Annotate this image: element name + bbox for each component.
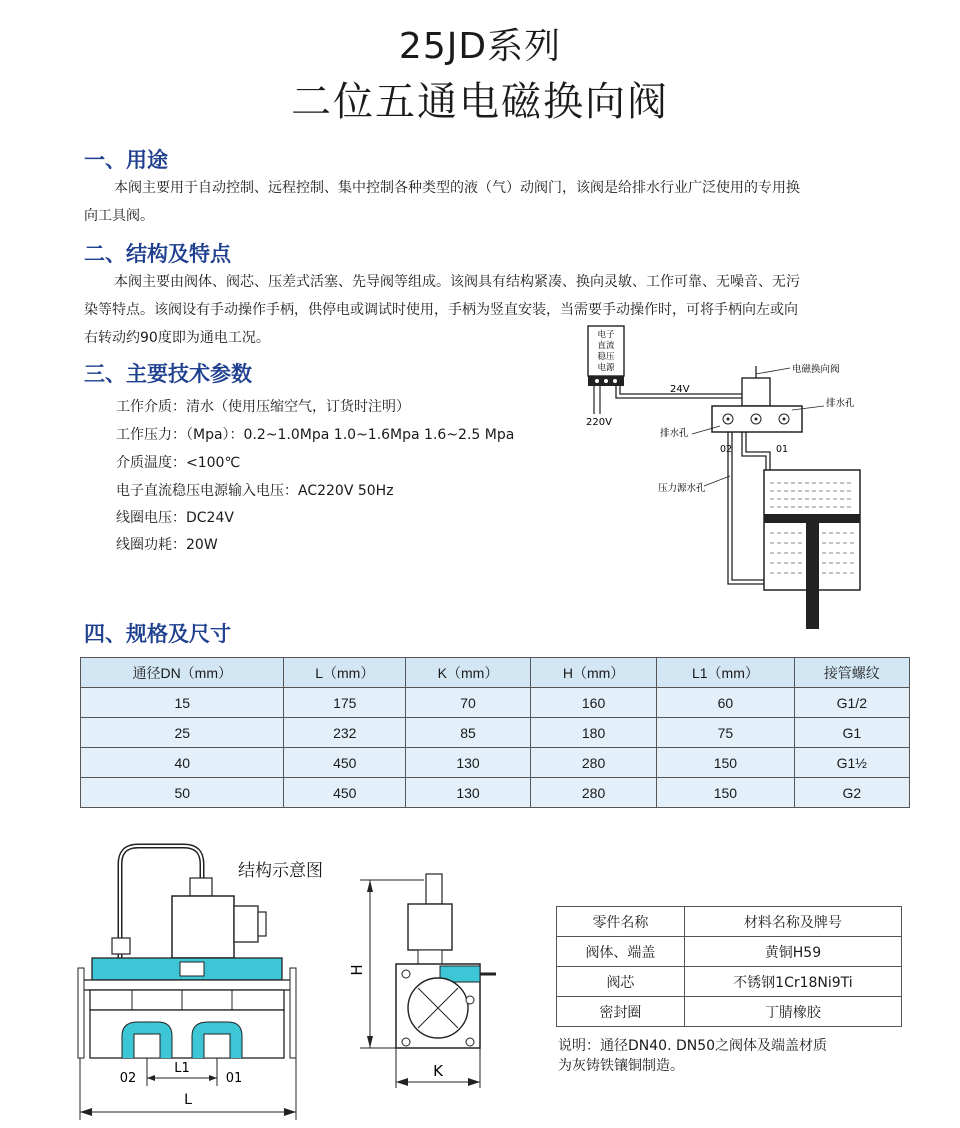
materials-note [558, 1036, 918, 1076]
structure-figure-label: 结构示意图 [238, 861, 323, 881]
cell: 50 [81, 778, 284, 808]
materials-table [556, 906, 902, 1027]
cell: 450 [284, 778, 406, 808]
label-pressure-port: 压力源水孔 [658, 483, 706, 494]
cell: 黄铜H59 [684, 937, 901, 967]
note-line2: 为灰铸铁镶铜制造。 [558, 1058, 684, 1074]
label-port-01: 01 [776, 444, 789, 455]
cell: 40 [81, 748, 284, 778]
param-medium: 工作介质：清水（使用压缩空气，订货时注明） [116, 399, 410, 415]
cell: 阀芯 [557, 967, 685, 997]
col-l1: L1（mm） [657, 658, 794, 688]
structure-line1: 本阀主要由阀体、阀芯、压差式活塞、先导阀等组成。该阀具有结构紧凑、换向灵敏、工作可靠、无噪音、无污 [114, 274, 800, 290]
heading-usage: 一、用途 [84, 148, 168, 172]
label-drain-left: 排水孔 [660, 428, 689, 439]
structure-side-drawing [340, 870, 510, 1100]
psu-label-4: 电源 [597, 363, 615, 373]
label-220v: 220V [586, 417, 612, 428]
cell: 丁腈橡胶 [684, 997, 901, 1027]
title-product: 二位五通电磁换向阀 [291, 79, 669, 125]
param-coil-power: 线圈功耗：20W [116, 537, 218, 553]
cell: G1½ [794, 748, 909, 778]
structure-front-drawing [72, 838, 308, 1123]
cell: 75 [657, 718, 794, 748]
cell: 180 [530, 718, 656, 748]
cell: 85 [406, 718, 531, 748]
wiring-diagram [580, 318, 880, 636]
cell: 280 [530, 748, 656, 778]
table-header-row [81, 658, 910, 688]
cell: 160 [530, 688, 656, 718]
col-part-name: 零件名称 [557, 907, 685, 937]
cell: 15 [81, 688, 284, 718]
table-row [81, 688, 910, 718]
dim-l1-label: L1 [174, 1061, 190, 1076]
dim-k-label: K [433, 1062, 443, 1080]
cell: 60 [657, 688, 794, 718]
psu-label-3: 稳压 [597, 352, 615, 362]
col-h: H（mm） [530, 658, 656, 688]
usage-text [84, 174, 914, 202]
psu-label-1: 电子 [597, 330, 615, 340]
cell: 130 [406, 748, 531, 778]
table-row [557, 937, 902, 967]
dim-01-label: 01 [225, 1071, 243, 1086]
cell: 25 [81, 718, 284, 748]
cell: 130 [406, 778, 531, 808]
param-pressure: 工作压力：（Mpa）：0.2~1.0Mpa 1.0~1.6Mpa 1.6~2.5 Mpa [116, 427, 515, 443]
psu-label-2: 直流 [597, 341, 615, 351]
col-l: L（mm） [284, 658, 406, 688]
param-coil-voltage: 线圈电压：DC24V [116, 510, 234, 526]
cell: G1/2 [794, 688, 909, 718]
cell: G2 [794, 778, 909, 808]
label-solenoid: 电磁换向阀 [792, 364, 840, 375]
cell: 150 [657, 778, 794, 808]
dim-h-label: H [348, 964, 366, 976]
cell: 232 [284, 718, 406, 748]
table-row [557, 997, 902, 1027]
col-material: 材料名称及牌号 [684, 907, 901, 937]
label-port-02: 02 [720, 444, 733, 455]
cell: 280 [530, 778, 656, 808]
param-input-voltage: 电子直流稳压电源输入电压：AC220V 50Hz [116, 483, 394, 499]
structure-line3: 右转动约90度即为通电工况。 [84, 330, 270, 346]
cell: 70 [406, 688, 531, 718]
cell: G1 [794, 718, 909, 748]
heading-dims: 四、规格及尺寸 [84, 622, 231, 646]
col-k: K（mm） [406, 658, 531, 688]
dimensions-table [80, 657, 910, 808]
note-line1: 说明：通径DN40. DN50之阀体及端盖材质 [558, 1038, 828, 1054]
usage-line1: 本阀主要用于自动控制、远程控制、集中控制各种类型的液（气）动阀门，该阀是给排水行业广泛使用的专用换 [114, 180, 800, 196]
table-row [81, 748, 910, 778]
col-thread: 接管螺纹 [794, 658, 909, 688]
dim-02-label: 02 [119, 1071, 137, 1086]
heading-params: 三、主要技术参数 [84, 362, 252, 386]
heading-structure: 二、结构及特点 [84, 242, 231, 266]
table-row [81, 718, 910, 748]
table-header-row [557, 907, 902, 937]
cell: 450 [284, 748, 406, 778]
title-series: 25JD系列 [398, 26, 562, 67]
cell: 175 [284, 688, 406, 718]
dim-l-label: L [184, 1092, 192, 1108]
label-drain-right: 排水孔 [826, 398, 855, 409]
param-temperature: 介质温度：<100℃ [116, 455, 241, 471]
structure-line2: 染等特点。该阀设有手动操作手柄，供停电或调试时使用，手柄为竖直安装，当需要手动操作时，可将手柄向左或向 [84, 302, 798, 318]
col-dn: 通径DN（mm） [81, 658, 284, 688]
label-24v: 24V [670, 384, 690, 395]
cell: 阀体、端盖 [557, 937, 685, 967]
table-row [557, 967, 902, 997]
cell: 不锈钢1Cr18Ni9Ti [684, 967, 901, 997]
table-row [81, 778, 910, 808]
cell: 150 [657, 748, 794, 778]
usage-text-2: 向工具阀。 [84, 208, 154, 224]
cell: 密封圈 [557, 997, 685, 1027]
